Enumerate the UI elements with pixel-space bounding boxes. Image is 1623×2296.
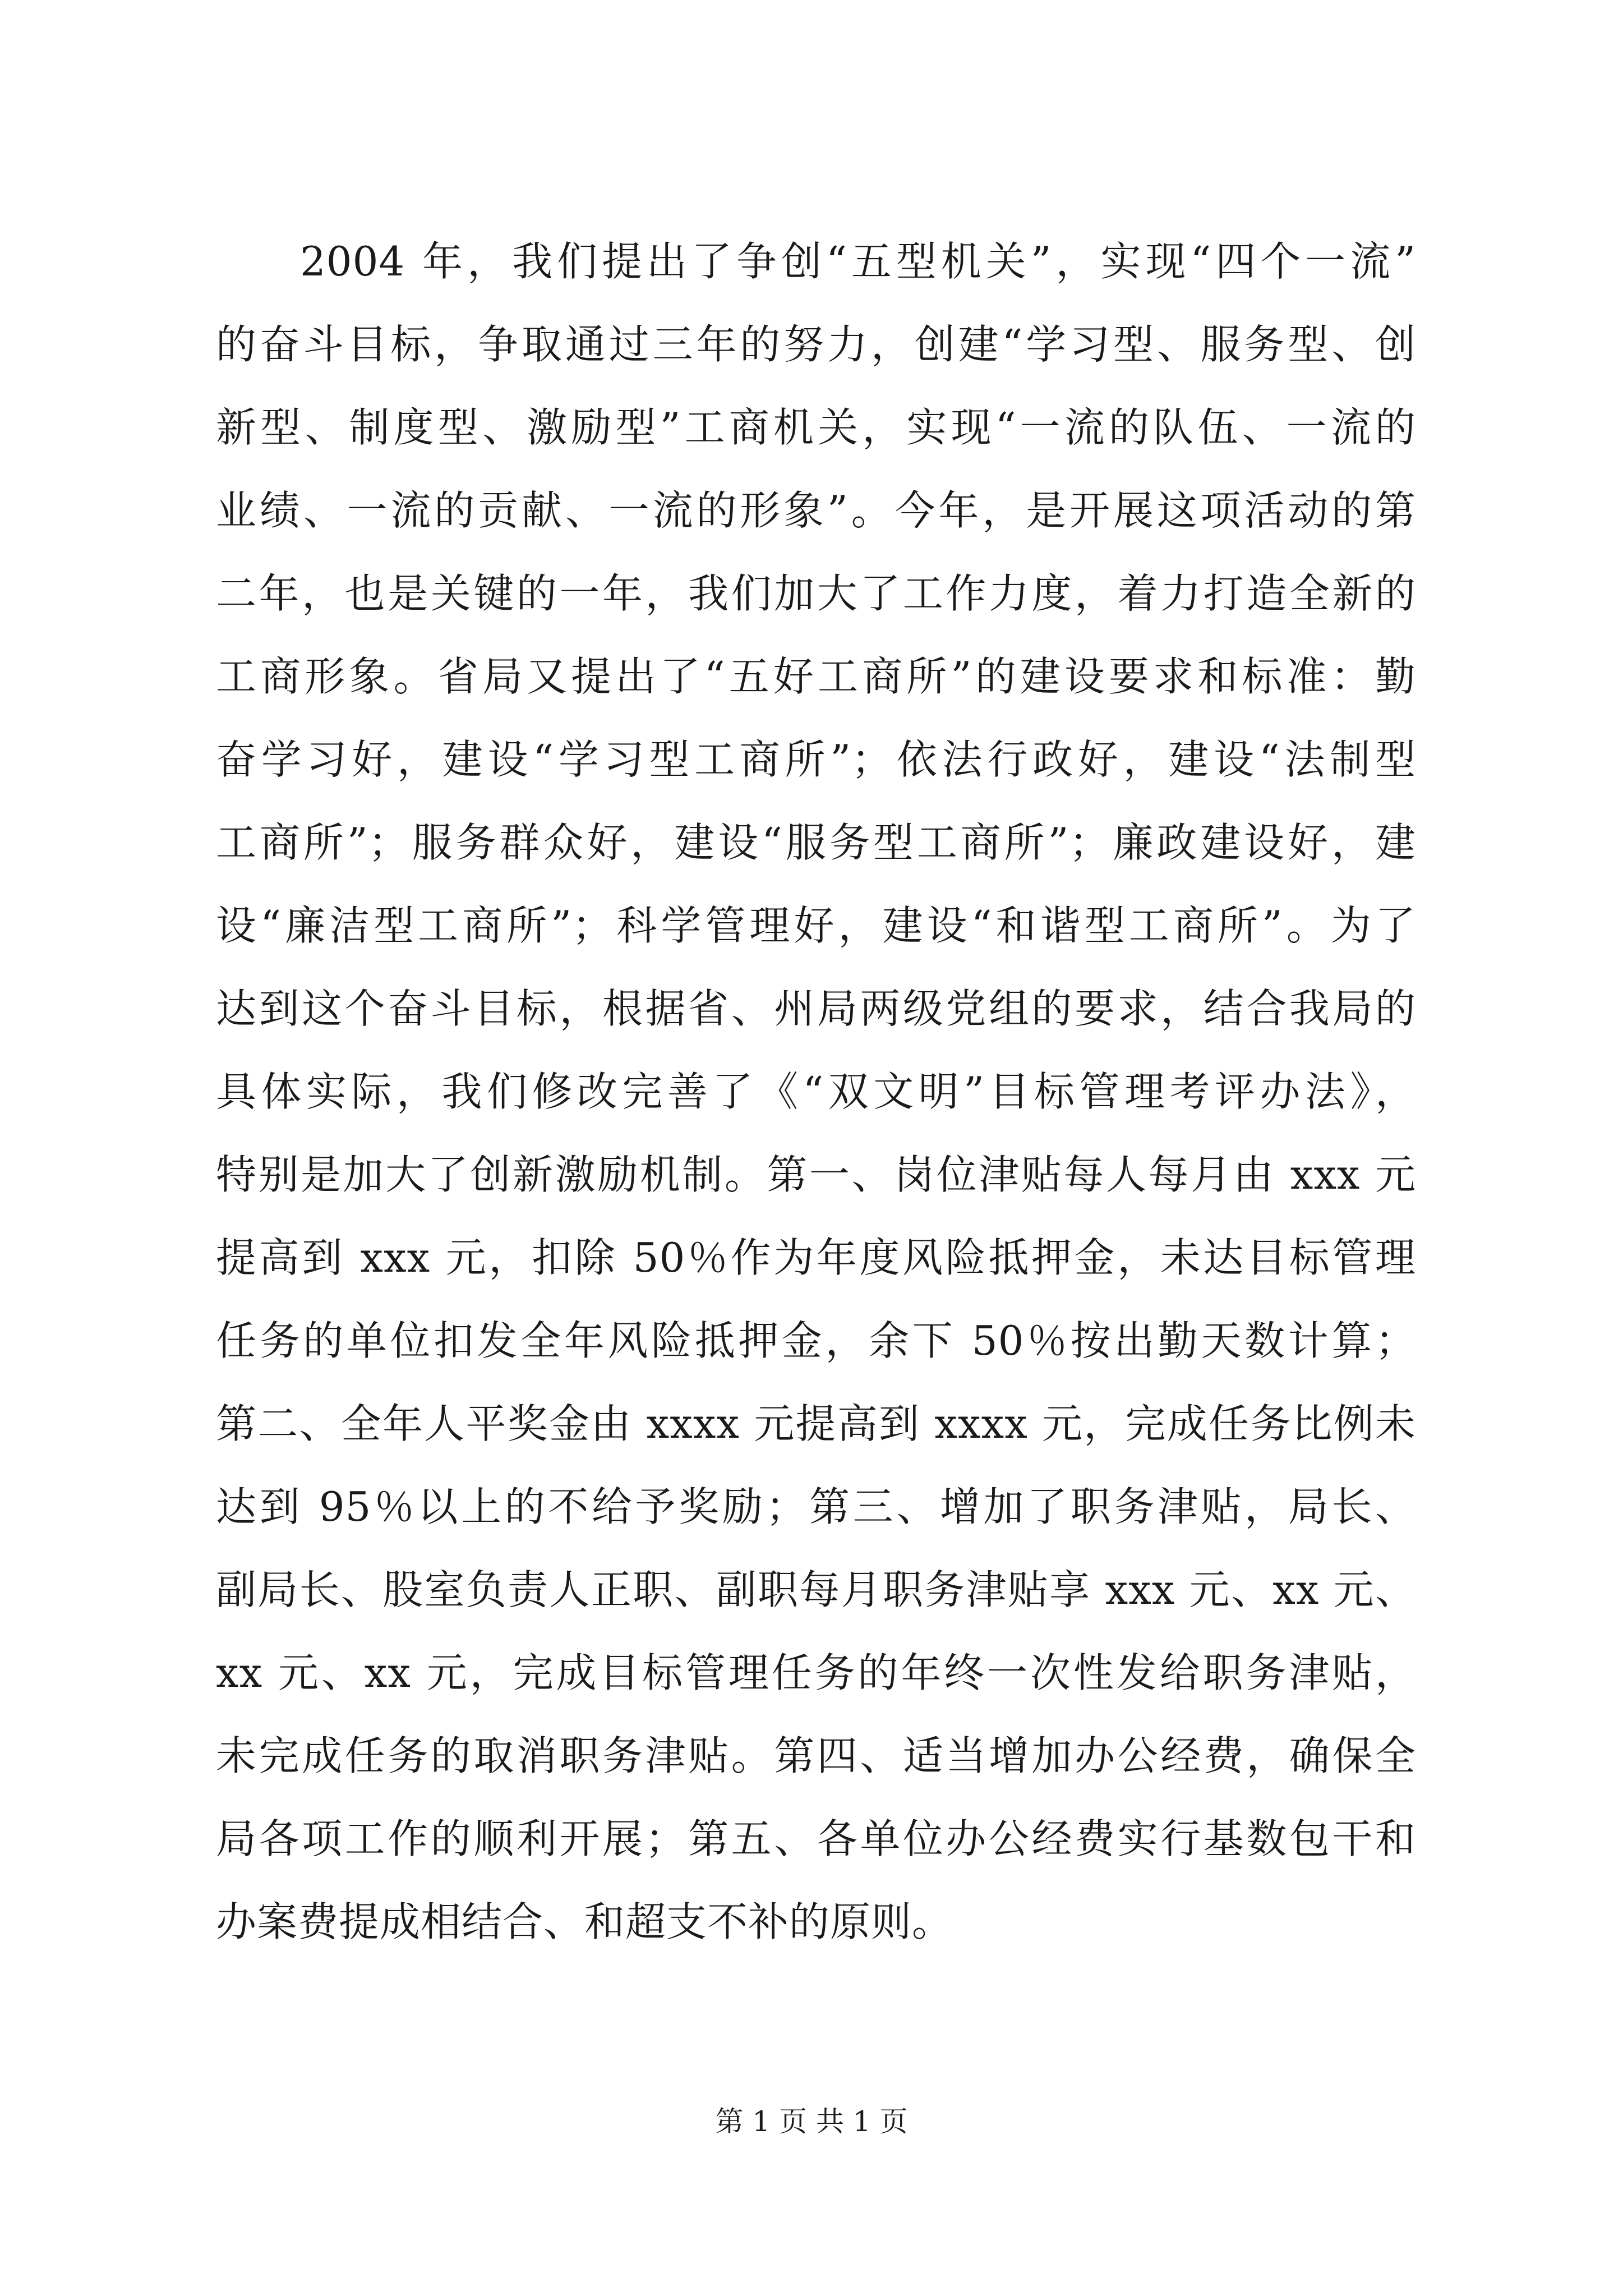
- paragraph-line: 特别是加大了创新激励机制。第一、岗位津贴每人每月由 xxx 元: [216, 1151, 1416, 1198]
- paragraph-line: 提高到 xxx 元，扣除 50％作为年度风险抵押金，未达目标管理: [216, 1234, 1416, 1281]
- paragraph-line: 任务的单位扣发全年风险抵押金，余下 50％按出勤天数计算；: [216, 1317, 1416, 1364]
- paragraph-line: 工商形象。省局又提出了“五好工商所”的建设要求和标准：勤: [216, 653, 1416, 700]
- paragraph-line: 第二、全年人平奖金由 xxxx 元提高到 xxxx 元，完成任务比例未: [216, 1400, 1416, 1447]
- paragraph-line: 业绩、一流的贡献、一流的形象”。今年，是开展这项活动的第: [216, 487, 1416, 534]
- paragraph-line: 的奋斗目标，争取通过三年的努力，创建“学习型、服务型、创: [216, 321, 1416, 368]
- paragraph-line: 办案费提成相结合、和超支不补的原则。: [216, 1898, 953, 1945]
- paragraph-line: 2004 年，我们提出了争创“五型机关”，实现“四个一流”: [300, 238, 1416, 285]
- paragraph-line: 设“廉洁型工商所”；科学管理好，建设“和谐型工商所”。为了: [216, 902, 1416, 949]
- paragraph-line: 达到这个奋斗目标，根据省、州局两级党组的要求，结合我局的: [216, 985, 1416, 1032]
- paragraph-line: 工商所”；服务群众好，建设“服务型工商所”；廉政建设好，建: [216, 819, 1416, 866]
- paragraph-line: 达到 95％以上的不给予奖励；第三、增加了职务津贴，局长、: [216, 1483, 1416, 1530]
- paragraph-line: 二年，也是关键的一年，我们加大了工作力度，着力打造全新的: [216, 570, 1416, 617]
- paragraph-line: 新型、制度型、激励型”工商机关，实现“一流的队伍、一流的: [216, 404, 1416, 451]
- paragraph-line: 副局长、股室负责人正职、副职每月职务津贴享 xxx 元、xx 元、: [216, 1566, 1416, 1613]
- paragraph-line: 具体实际，我们修改完善了《“双文明”目标管理考评办法》，: [216, 1068, 1416, 1115]
- paragraph-line: 局各项工作的顺利开展；第五、各单位办公经费实行基数包干和: [216, 1815, 1416, 1862]
- paragraph-line: xx 元、xx 元，完成目标管理任务的年终一次性发给职务津贴，: [216, 1649, 1416, 1696]
- paragraph-line: 奋学习好，建设“学习型工商所”；依法行政好，建设“法制型: [216, 736, 1416, 783]
- page-footer: 第 1 页 共 1 页: [715, 2105, 908, 2138]
- body-paragraph: [216, 220, 1416, 1963]
- paragraph-line: 未完成任务的取消职务津贴。第四、适当增加办公经费，确保全: [216, 1732, 1416, 1779]
